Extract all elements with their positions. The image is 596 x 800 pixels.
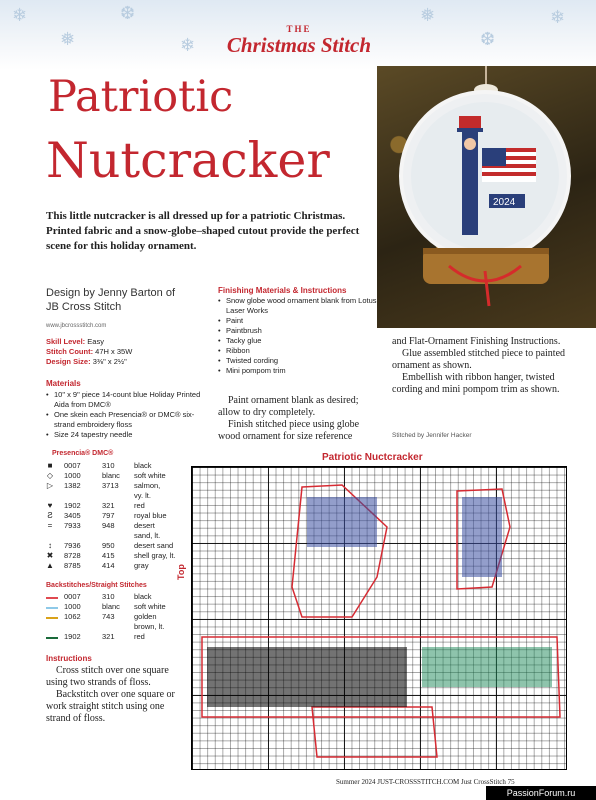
finishing-p3: Glue assembled stitched piece to painted ornament as shown. <box>392 348 566 371</box>
backstitch-row <box>46 622 196 632</box>
finishing-list <box>218 296 378 376</box>
backstitch-heading: Backstitches/Straight Stitches <box>46 582 147 589</box>
list-item: • Tacky glue <box>218 336 378 346</box>
instructions-p1: Cross stitch over one square using two strands of floss. <box>46 665 169 688</box>
key-presencia: 8728 <box>64 551 81 560</box>
snowflake-icon: ❄ <box>550 7 566 27</box>
key-presencia: 1000 <box>64 471 81 480</box>
list-item: • 10" x 9" piece 14-count blue Holiday Printed Aida from DMC® <box>46 390 206 410</box>
snowflake-icon: ❄ <box>12 5 28 25</box>
key-dmc: blanc <box>102 602 120 611</box>
key-dmc: 414 <box>102 561 115 570</box>
key-color: red <box>134 501 145 510</box>
designer-line1: Design by Jenny Barton of <box>46 287 176 299</box>
skill-value: Easy <box>87 337 104 346</box>
key-dmc: 3713 <box>102 481 119 490</box>
finishing-instructions <box>218 395 378 443</box>
logo-the: THE <box>286 24 312 34</box>
key-symbol: ◇ <box>46 471 54 480</box>
backstitch-swatch <box>46 607 58 609</box>
top-banner <box>0 0 596 70</box>
key-presencia: 1902 <box>64 632 81 641</box>
backstitch-swatch <box>46 637 58 639</box>
size-value: 3⅜" x 2½" <box>92 357 127 366</box>
finishing-instructions-continued <box>392 336 567 396</box>
key-presencia: 1000 <box>64 602 81 611</box>
key-dmc: 321 <box>102 501 115 510</box>
key-symbol: ▲ <box>46 561 54 570</box>
key-dmc: 743 <box>102 612 115 621</box>
snowflake-icon: ❆ <box>480 29 496 49</box>
backstitch-swatch <box>46 597 58 599</box>
key-symbol: ♥ <box>47 501 53 510</box>
backstitch-swatch <box>46 617 58 619</box>
designer-website: www.jbcrossstitch.com <box>46 323 107 329</box>
key-color: desert sand <box>134 541 174 550</box>
key-dmc: blanc <box>102 471 120 480</box>
cross-stitch-chart <box>191 466 567 770</box>
materials-heading: Materials <box>46 379 81 388</box>
snowflake-icon: ❅ <box>60 29 76 49</box>
backstitch-row <box>46 632 196 642</box>
instructions-text <box>46 665 186 725</box>
page-footer: Summer 2024 JUST-CROSSSTITCH.COM Just CrossStitch 75 <box>336 778 515 786</box>
key-dmc: 948 <box>102 521 115 530</box>
snowflake-icon: ❅ <box>420 5 436 25</box>
key-symbol: ✖ <box>46 551 54 560</box>
chart-pattern <box>192 467 566 769</box>
section-logo <box>214 24 384 58</box>
sign-outline <box>312 707 437 757</box>
key-row <box>46 511 196 521</box>
chart-top-label: Top <box>176 564 186 580</box>
key-dmc: 321 <box>102 632 115 641</box>
key-color: black <box>134 592 152 601</box>
key-color: golden <box>134 612 157 621</box>
key-presencia: 0007 <box>64 461 81 470</box>
key-dmc: 310 <box>102 461 115 470</box>
page-title-line2: Nutcracker <box>46 132 330 189</box>
snowflake-icon: ❄ <box>180 35 196 55</box>
key-row <box>46 471 196 481</box>
key-row <box>46 551 196 561</box>
list-item: • One skein each Presencia® or DMC® six-strand embroidery floss <box>46 410 206 430</box>
key-heading: Presencia® DMC® <box>52 450 114 457</box>
key-presencia: 1382 <box>64 481 81 490</box>
key-dmc: 950 <box>102 541 115 550</box>
key-color: vy. lt. <box>134 491 151 500</box>
count-label: Stitch Count: <box>46 347 94 356</box>
intro-paragraph: This little nutcracker is all dressed up for a patriotic Christmas. Printed fabric and a snow-globe–shaped cutout provide the perfect scene for this holiday ornament. <box>46 210 360 252</box>
designer-line2: JB Cross Stitch <box>46 301 122 313</box>
key-color: red <box>134 632 145 641</box>
page-title-line1: Patriotic <box>48 72 234 122</box>
finishing-p2: Finish stitched piece using globe wood ornament for size reference <box>218 419 360 442</box>
key-symbol: ■ <box>47 461 53 470</box>
list-item: • Paint <box>218 316 378 326</box>
backstitch-row <box>46 612 196 622</box>
list-item: • Mini pompom trim <box>218 366 378 376</box>
hat-fill <box>462 497 502 577</box>
count-value: 47H x 35W <box>95 347 133 356</box>
size-label: Design Size: <box>46 357 91 366</box>
key-dmc: 310 <box>102 592 115 601</box>
key-symbol: Ƨ <box>47 511 53 520</box>
backstitch-row <box>46 602 196 612</box>
list-item: • Twisted cording <box>218 356 378 366</box>
symbols-fill <box>207 647 407 707</box>
watermark: PassionForum.ru <box>486 786 596 800</box>
key-color: salmon, <box>134 481 161 490</box>
chart-title: Patriotic Nuctcracker <box>322 452 423 463</box>
key-color: royal blue <box>134 511 167 520</box>
key-color: soft white <box>134 602 166 611</box>
body-fill <box>422 647 552 687</box>
key-presencia: 7933 <box>64 521 81 530</box>
snowflake-icon: ❆ <box>120 3 136 23</box>
key-presencia: 1062 <box>64 612 81 621</box>
instructions-heading: Instructions <box>46 654 92 663</box>
snow-globe-ornament-image <box>377 66 596 328</box>
flag-year: 2024 <box>493 197 516 208</box>
key-symbol: ▷ <box>46 481 54 490</box>
key-presencia: 1902 <box>64 501 81 510</box>
key-color: shell gray, lt. <box>134 551 176 560</box>
key-color: soft white <box>134 471 166 480</box>
finishing-p1: Paint ornament blank as desired; allow to dry completely. <box>218 395 359 418</box>
key-row <box>46 541 196 551</box>
key-row <box>46 561 196 571</box>
key-presencia: 3405 <box>64 511 81 520</box>
key-color: sand, lt. <box>134 531 161 540</box>
finishing-p0: and Flat-Ornament Finishing Instructions. <box>392 336 561 347</box>
flag-fill <box>307 497 377 547</box>
finishing-p4: Embellish with ribbon hanger, twisted cording and mini pompom trim as shown. <box>392 372 560 395</box>
key-row <box>46 531 196 541</box>
skill-label: Skill Level: <box>46 337 86 346</box>
key-presencia: 8785 <box>64 561 81 570</box>
key-dmc: 797 <box>102 511 115 520</box>
designer-credit <box>46 286 175 314</box>
materials-list <box>46 390 206 440</box>
key-color: desert <box>134 521 155 530</box>
key-color: black <box>134 461 152 470</box>
key-presencia: 7936 <box>64 541 81 550</box>
key-symbol: ↕ <box>48 541 52 550</box>
list-item: • Ribbon <box>218 346 378 356</box>
instructions-p2: Backstitch over one square or work straight stitch using one strand of floss. <box>46 689 175 724</box>
key-row <box>46 501 196 511</box>
key-dmc: 415 <box>102 551 115 560</box>
key-symbol: = <box>47 521 53 530</box>
key-row <box>46 461 196 471</box>
key-row <box>46 491 196 501</box>
backstitch-row <box>46 592 196 602</box>
key-color: gray <box>134 561 149 570</box>
key-row <box>46 521 196 531</box>
finishing-heading: Finishing Materials & Instructions <box>218 286 347 295</box>
list-item: • Size 24 tapestry needle <box>46 430 206 440</box>
list-item: • Snow globe wood ornament blank from Lotus Laser Works <box>218 296 378 316</box>
key-row <box>46 481 196 491</box>
key-color: brown, lt. <box>134 622 165 631</box>
key-presencia: 0007 <box>64 592 81 601</box>
ornament-photo <box>377 66 596 328</box>
stitcher-credit: Stitched by Jennifer Hacker <box>392 432 472 439</box>
list-item: • Paintbrush <box>218 326 378 336</box>
specs-block <box>46 337 132 367</box>
logo-main: Christmas Stitch <box>226 33 372 57</box>
